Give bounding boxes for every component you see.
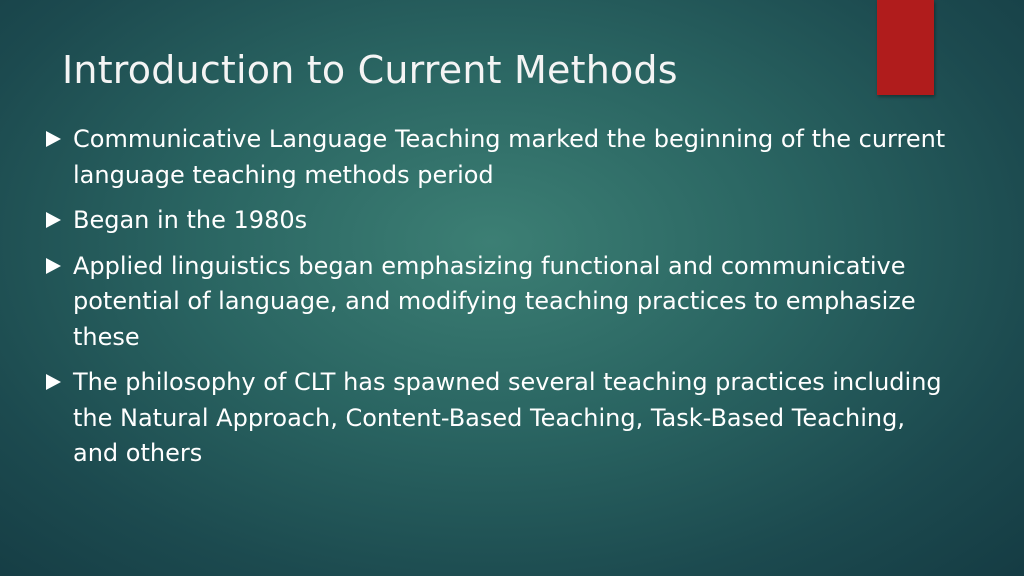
bullet-text: The philosophy of CLT has spawned several teaching practices including the Natural Approach, Content-Based Teaching, Task-Based Teaching, and others — [73, 368, 942, 467]
triangle-right-icon — [46, 258, 61, 274]
bullet-list — [46, 122, 951, 482]
triangle-right-icon — [46, 374, 61, 390]
bullet-item — [46, 365, 951, 472]
bullet-text: Communicative Language Teaching marked the beginning of the current language teaching methods period — [73, 125, 946, 189]
triangle-right-icon — [46, 212, 61, 228]
bullet-text: Began in the 1980s — [73, 206, 308, 234]
slide-title: Introduction to Current Methods — [62, 48, 678, 92]
bullet-item — [46, 203, 951, 239]
bullet-item — [46, 122, 951, 193]
bullet-item — [46, 249, 951, 356]
bullet-text: Applied linguistics began emphasizing functional and communicative potential of language, and modifying teaching practices to emphasize these — [73, 251, 916, 351]
accent-bar — [877, 0, 934, 95]
triangle-right-icon — [46, 131, 61, 147]
